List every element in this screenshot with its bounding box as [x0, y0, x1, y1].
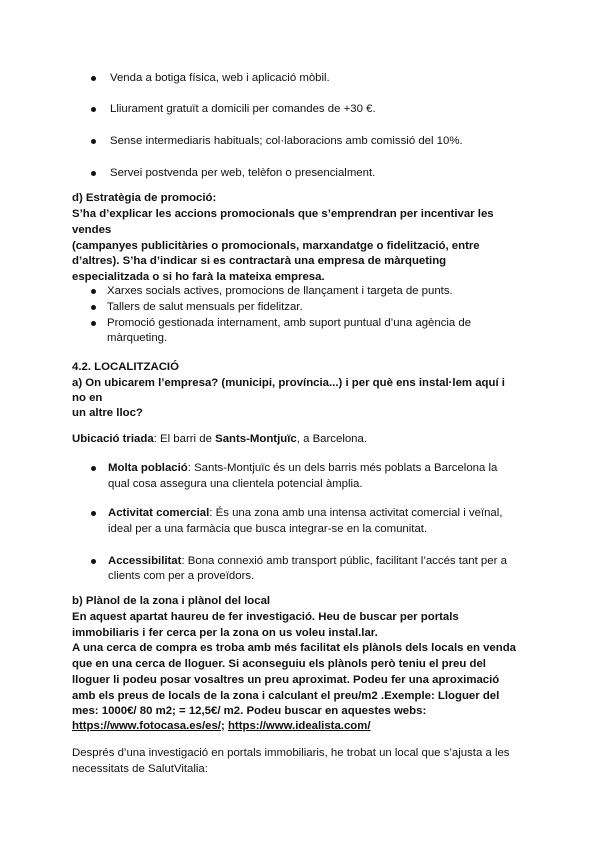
section-4-2-heading: 4.2. LOCALITZACIÓ	[72, 361, 179, 373]
bullet-dot	[91, 511, 96, 516]
research-paragraph-line: necessitats de SalutVitalia:	[72, 763, 208, 775]
bullet-dot	[91, 139, 96, 144]
distribution-bullet-3: Sense intermediaris habituals; col·laboracions amb comissió del 10%.	[110, 135, 463, 147]
reason-continuation: ideal per a una farmàcia que busca integrar-se en la comunitat.	[108, 523, 428, 535]
section-b-instruction-line: A una cerca de compra es troba amb més facilitat els plànols dels locals en venda	[72, 642, 516, 654]
reason-continuation: qual cosa assegura una clientela potencial àmplia.	[108, 478, 363, 490]
distribution-bullet-2: Lliurament gratuït a domicili per comandes de +30 €.	[110, 103, 376, 115]
section-b-instruction-line: amb els preus de locals de la zona i calculant el preu/m2 .Exemple: Lloguer del	[72, 690, 500, 702]
promotion-bullet-3: Promoció gestionada internament, amb suport puntual d’una agència de	[107, 317, 472, 329]
bullet-dot	[91, 107, 96, 112]
reason-title: Accessibilitat	[108, 555, 182, 567]
reason-population: Molta població: Sants-Montjuïc és un dels barris més poblats a Barcelona la	[108, 462, 498, 474]
section-d-instruction-line: (campanyes publicitàries o promocionals, marxandatge o fidelització, entre	[72, 240, 480, 252]
bullet-dot	[91, 171, 96, 176]
section-d-instruction-line: especialitzada o si ho farà la mateixa empresa.	[72, 271, 325, 283]
reason-title: Activitat comercial	[108, 507, 210, 519]
section-d-instruction-line: d’altres). S’ha d’indicar si es contractarà una empresa de màrqueting	[72, 255, 447, 267]
promotion-bullet-3-continuation: màrqueting.	[107, 332, 168, 344]
bullet-dot	[91, 466, 96, 471]
section-b-instruction-line: que en una cerca de lloguer. Si aconseguiu els plànols però teniu el preu del	[72, 658, 486, 670]
bullet-dot	[91, 289, 96, 294]
section-b-instruction-line: immobiliaris i fer cerca per la zona on us voleu instal.lar.	[72, 627, 378, 639]
chosen-location-place: Sants-Montjuïc	[215, 433, 297, 445]
distribution-bullet-1: Venda a botiga física, web i aplicació mòbil.	[110, 72, 330, 84]
bullet-dot	[91, 321, 96, 326]
promotion-bullet-2: Tallers de salut mensuals per fidelitzar.	[107, 301, 303, 313]
bullet-dot	[91, 76, 96, 81]
section-a-question-line: un altre lloc?	[72, 407, 143, 419]
section-a-question-line: a) On ubicarem l’empresa? (municipi, província...) i per què ens instal·lem aquí i	[72, 377, 505, 389]
reason-title: Molta població	[108, 462, 188, 474]
chosen-location: Ubicació triada: El barri de Sants-Montjuïc, a Barcelona.	[72, 433, 368, 445]
reason-accessibility: Accessibilitat: Bona connexió amb transport públic, facilitant l’accés tant per a	[108, 555, 507, 567]
promotion-bullet-1: Xarxes socials actives, promocions de llançament i targeta de punts.	[107, 285, 453, 297]
reason-continuation: clients com per a proveïdors.	[108, 570, 255, 582]
research-paragraph-line: Després d’una investigació en portals immobiliaris, he trobat un local que s’ajusta a les	[72, 747, 510, 759]
section-d-heading: d) Estratègia de promoció:	[72, 192, 217, 204]
section-b-instruction-line: lloguer li podeu posar vosaltres un preu aproximat. Podeu fer una aproximació	[72, 674, 500, 686]
section-b-instruction-line: En aquest apartat haureu de fer investigació. Heu de buscar per portals	[72, 611, 459, 623]
section-b-heading: b) Plànol de la zona i plànol del local	[72, 595, 271, 607]
reason-commercial-activity: Activitat comercial: És una zona amb una intensa activitat comercial i veïnal,	[108, 507, 503, 519]
fotocasa-link[interactable]: https://www.fotocasa.es/es/	[72, 720, 221, 732]
bullet-dot	[91, 559, 96, 564]
section-a-question-line: no en	[72, 392, 103, 404]
idealista-link[interactable]: https://www.idealista.com/	[227, 720, 371, 732]
bullet-dot	[91, 305, 96, 310]
section-d-instruction-line: vendes	[72, 224, 112, 236]
section-d-instruction-line: S’ha d’explicar les accions promocionals que s’emprendran per incentivar les	[72, 208, 494, 220]
distribution-bullet-4: Servei postvenda per web, telèfon o presencialment.	[110, 167, 376, 179]
chosen-location-label: Ubicació triada	[72, 433, 154, 445]
portal-links: https://www.fotocasa.es/es/; https://www.idealista.com/	[72, 720, 371, 732]
section-b-instruction-line: mes: 1000€/ 80 m2; = 12,5€/ m2. Podeu buscar en aquestes webs:	[72, 705, 427, 717]
